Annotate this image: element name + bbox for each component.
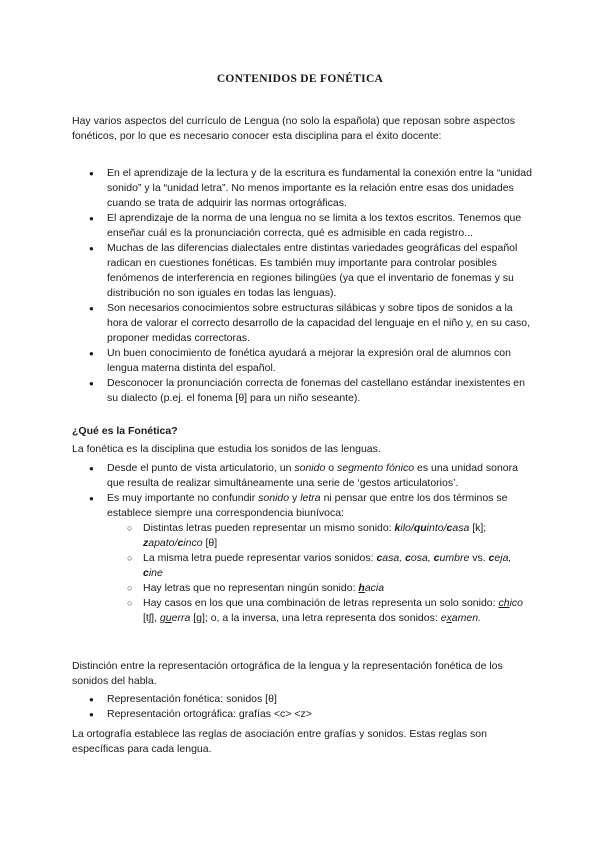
representation-item: ● Representación fonética: sonidos [θ] <box>72 692 532 707</box>
term-sonido: sonido <box>258 492 290 504</box>
fonetica-list <box>72 461 532 626</box>
examples-list <box>107 521 532 626</box>
term-sonido: sonido <box>294 462 326 474</box>
aspect-item: ● En el aprendizaje de la lectura y de la escritura es fundamental la conexión entre la “unidad sonido” y la “unidad letra”. No menos importante es la relación entre esas dos unidades cuando se trata de adquirir las normas ortográficas. <box>72 166 532 211</box>
section-heading: ¿Qué es la Fonética? <box>72 425 178 437</box>
intro-paragraph: Hay varios aspectos del currículo de Lengua (no solo la española) que reposan sobre aspectos fonéticos, por lo que es necesario conocer esta disciplina para el éxito docente: <box>72 115 516 142</box>
aspect-item: ● Desconocer la pronunciación correcta de fonemas del castellano estándar inexistentes en su dialecto (p.ej. el fonema [θ] para un niño seseante). <box>72 376 532 406</box>
example-same-letter: ○ La misma letra puede representar varios sonidos: casa, cosa, cumbre vs. ceja, cine <box>107 551 532 581</box>
aspect-item: ● Un buen conocimiento de fonética ayudará a mejorar la expresión oral de alumnos con lengua materna distinta del español. <box>72 346 532 376</box>
aspect-item: ● Muchas de las diferencias dialectales entre distintas variedades geográficas del español radican en cuestiones fonéticas. Es también muy importante para controlar posibles fenómenos de interferencia en regiones bilingües (ya que el inventario de fonemas y su distribución no son iguales en todas las lenguas). <box>72 241 532 301</box>
example-same-sound: ○ Distintas letras pueden representar un mismo sonido: kilo/quinto/casa [k]; zapato/cinco [θ] <box>107 521 532 551</box>
example-silent-letter: ○ Hay letras que no representan ningún sonido: hacia <box>107 581 532 596</box>
articulatory-item: ● Desde el punto de vista articulatorio, un sonido o segmento fónico es una unidad sonora que resulta de realizar simultáneamente una serie de ‘gestos articulatorios’. <box>72 461 532 491</box>
term-letra: letra <box>300 492 321 504</box>
aspect-item: ● El aprendizaje de la norma de una lengua no se limita a los textos escritos. Tenemos que enseñar cuál es la pronunciación correcta, qué es admisible en cada registro... <box>72 211 532 241</box>
sound-letter-item: ● Es muy importante no confundir sonido y letra ni pensar que entre los dos términos se establece siempre una correspondencia biunívoca: ○ Distintas letras pueden representar un mismo sonido: kilo/quinto/casa [k]; zapato/cinco [θ] ○ La misma letra puede representar varios sonidos: casa, cosa, cumbre vs. ceja, cine ○ Hay letras que no representan ningún sonido: hacia ○ Hay casos en los que una combinación de letras representa un solo sonido: chico [tʃ], guerra [g]; o, a la inversa, una letra representa dos sonidos: examen. <box>72 491 532 626</box>
document-title: CONTENIDOS DE FONÉTICA <box>216 73 384 85</box>
term-segmento-fonico: segmento fónico <box>337 462 415 474</box>
distinction-paragraph: Distinción entre la representación ortográfica de la lengua y la representación fonética de los sonidos del habla. <box>72 660 503 687</box>
representations-list <box>72 692 532 722</box>
aspects-list <box>72 166 532 406</box>
representation-item: ● Representación ortográfica: grafías <c> <z> <box>72 707 532 722</box>
example-digraph: ○ Hay casos en los que una combinación de letras representa un solo sonido: chico [tʃ], guerra [g]; o, a la inversa, una letra representa dos sonidos: examen. <box>107 596 532 626</box>
definition-paragraph: La fonética es la disciplina que estudia los sonidos de las lenguas. <box>72 443 381 455</box>
aspect-item: ● Son necesarios conocimientos sobre estructuras silábicas y sobre tipos de sonidos a la hora de valorar el correcto desarrollo de la capacidad del lenguaje en el niño y, en su caso, proponer medidas correctoras. <box>72 301 532 346</box>
closing-paragraph: La ortografía establece las reglas de asociación entre grafías y sonidos. Estas reglas son específicas para cada lengua. <box>72 728 487 755</box>
